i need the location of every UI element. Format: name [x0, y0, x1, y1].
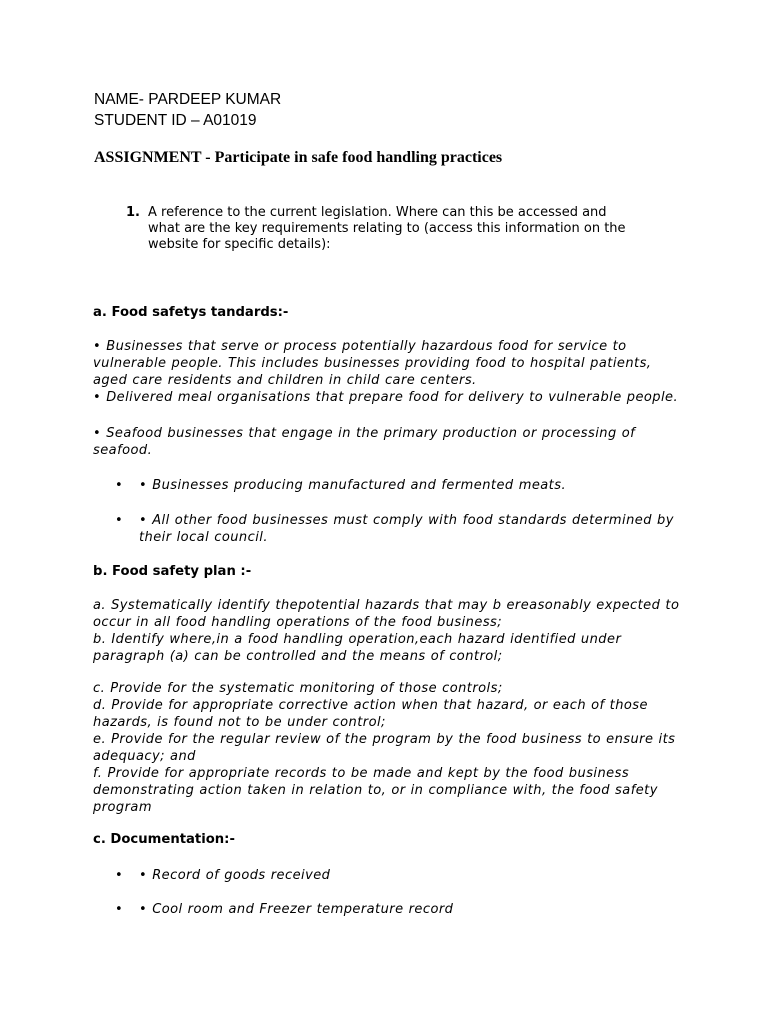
paragraph-line: vulnerable people. This includes businesses providing food to hospital patients, — [93, 356, 652, 371]
question-number: 1. — [126, 205, 140, 220]
list-item-line: • Cool room and Freezer temperature record — [139, 902, 454, 917]
question-line: what are the key requirements relating to (access this information on the — [148, 221, 626, 236]
paragraph-line: demonstrating action taken in relation to, or in compliance with, the food safety — [93, 783, 658, 798]
paragraph-line: • Businesses that serve or process potentially hazardous food for service to — [93, 339, 627, 354]
assignment-title: ASSIGNMENT - Participate in safe food handling practices — [94, 149, 503, 166]
section-c-heading: c. Documentation:- — [93, 832, 235, 847]
section-a-paragraph-1 — [93, 338, 679, 406]
list-item-line: • Businesses producing manufactured and fermented meats. — [139, 478, 567, 493]
list-item — [115, 867, 331, 884]
student-name: NAME- PARDEEP KUMAR — [94, 91, 282, 108]
question-line: A reference to the current legislation. Where can this be accessed and — [148, 205, 607, 220]
paragraph-line: • Seafood businesses that engage in the primary production or processing of — [93, 426, 636, 441]
paragraph-line: b. Identify where,in a food handling operation,each hazard identified under — [93, 632, 622, 647]
bullet-icon: • — [115, 478, 124, 493]
paragraph-line: a. Systematically identify thepotential hazards that may b ereasonably expected to — [93, 598, 680, 613]
list-item — [115, 512, 674, 546]
list-item — [115, 901, 454, 918]
paragraph-line: d. Provide for appropriate corrective action when that hazard, or each of those — [93, 698, 648, 713]
list-item-line: their local council. — [139, 530, 268, 545]
paragraph-line: aged care residents and children in child care centers. — [93, 373, 477, 388]
bullet-icon: • — [115, 513, 124, 528]
paragraph-line: hazards, is found not to be under control; — [93, 715, 386, 730]
list-item-line: • Record of goods received — [139, 868, 331, 883]
question-line: website for specific details): — [148, 237, 331, 252]
list-item — [115, 477, 567, 494]
bullet-icon: • — [115, 902, 124, 917]
section-b-paragraph-2 — [93, 680, 676, 816]
paragraph-line: occur in all food handling operations of the food business; — [93, 615, 503, 630]
section-b-heading: b. Food safety plan :- — [93, 564, 252, 579]
paragraph-line: e. Provide for the regular review of the program by the food business to ensure its — [93, 732, 676, 747]
section-a-heading: a. Food safetys tandards:- — [93, 305, 289, 320]
section-a-paragraph-2 — [93, 425, 673, 459]
section-b-paragraph-1 — [93, 597, 680, 665]
list-item-line: • All other food businesses must comply with food standards determined by — [139, 513, 674, 528]
paragraph-line: paragraph (a) can be controlled and the means of control; — [93, 649, 503, 664]
question-text — [148, 205, 668, 253]
paragraph-line: f. Provide for appropriate records to be made and kept by the food business — [93, 766, 630, 781]
paragraph-line: adequacy; and — [93, 749, 196, 764]
paragraph-line: seafood. — [93, 443, 153, 458]
paragraph-line: c. Provide for the systematic monitoring of those controls; — [93, 681, 503, 696]
bullet-icon: • — [115, 868, 124, 883]
paragraph-line: • Delivered meal organisations that prepare food for delivery to vulnerable people. — [93, 390, 679, 405]
student-id: STUDENT ID – A01019 — [94, 112, 257, 129]
paragraph-line: program — [93, 800, 152, 815]
